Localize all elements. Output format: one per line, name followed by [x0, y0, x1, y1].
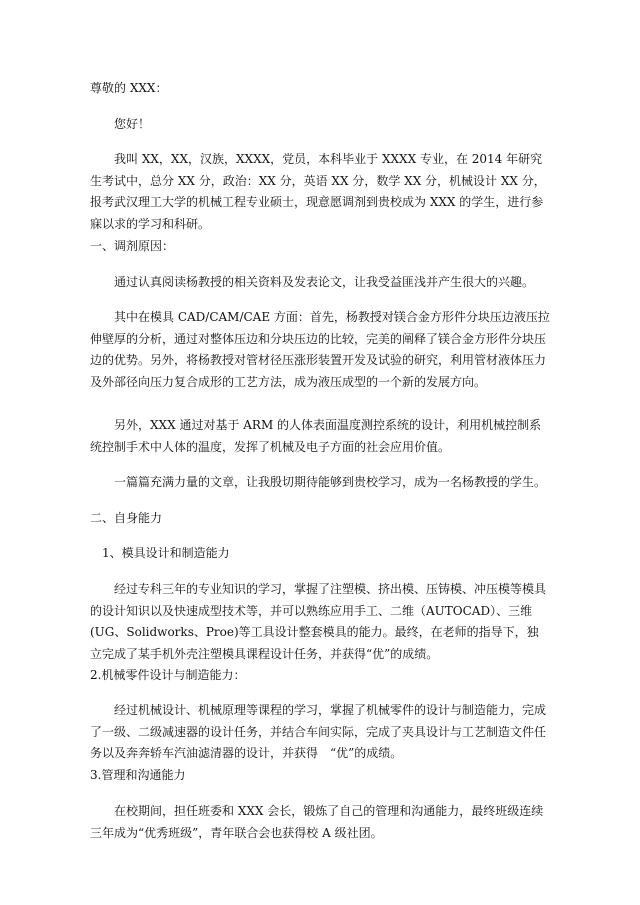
reason-paragraph-3: 另外，XXX 通过对基于 ARM 的人体表面温度测控系统的设计，利用机械控制系统控制手术中人体的温度，发挥了机械及电子方面的社会应用价值。	[90, 418, 542, 454]
machine-parts-paragraph: 经过机械设计、机械原理等课程的学习，掌握了机械零件的设计与制造能力，完成了一级、二级减速器的设计任务，并结合车间实际，完成了夹具设计与工艺制造文件任务以及奔奔轿车汽油滤清器的设计，并获得 “优”的成绩。	[90, 703, 547, 760]
subheading-mold-design: 1、模具设计和制造能力	[102, 546, 230, 560]
section-heading-abilities: 二、自身能力	[90, 511, 163, 525]
reason-paragraph-2: 其中在模具 CAD/CAM/CAE 方面：首先，杨教授对镁合金方形件分块压边液压拉伸壁厚的分析，通过对整体压边和分块压边的比较，完美的阐释了镁合金方形件分块压边的优势。另外，将杨教授对管材径压涨形装置开发及试验的研究，利用管材液体压力及外部径向压力复合成形的工艺方法，成为液压成型的一个新的发展方向。	[90, 310, 550, 389]
section-heading-reasons: 一、调剂原因：	[90, 239, 175, 253]
reason-paragraph-4: 一篇篇充满力量的文章，让我殷切期待能够到贵校学习，成为一名杨教授的学生。	[114, 475, 547, 489]
mold-design-paragraph: 经过专科三年的专业知识的学习，掌握了注塑模、挤出模、压铸模、冲压模等模具的设计知识以及快速成型技术等，并可以熟练应用手工、二维（AUTOCAD）、三维(UG、Solidworks、Proe)等工具设计整套模具的能力。最终，在老师的指导下，独立完成了某手机外壳注塑模具课程设计任务，并获得“优”的成绩。	[90, 582, 547, 661]
greeting: 您好！	[114, 117, 151, 131]
salutation: 尊敬的 XXX：	[90, 81, 168, 95]
management-paragraph: 在校期间，担任班委和 XXX 会长，锻炼了自己的管理和沟通能力，最终班级连续三年成为“优秀班级”，青年联合会也获得校 A 级社团。	[90, 804, 544, 840]
reason-paragraph-1: 通过认真阅读杨教授的相关资料及发表论文，让我受益匪浅并产生很大的兴趣。	[114, 275, 535, 289]
intro-paragraph: 我叫 XX，XX，汉族，XXXX，党员，本科毕业于 XXXX 专业，在 2014 年研究生考试中，总分 XX 分，政治：XX 分，英语 XX 分，数学 XX 分，机械设计 XX 分，报考武汉理工大学的机械工程专业硕士，现意愿调剂到贵校成为 XXX 的学生，进行参寐以求的学习和科研。	[90, 152, 546, 231]
subheading-machine-parts: 2.机械零件设计与制造能力：	[90, 668, 246, 682]
subheading-management: 3.管理和沟通能力	[90, 768, 186, 782]
